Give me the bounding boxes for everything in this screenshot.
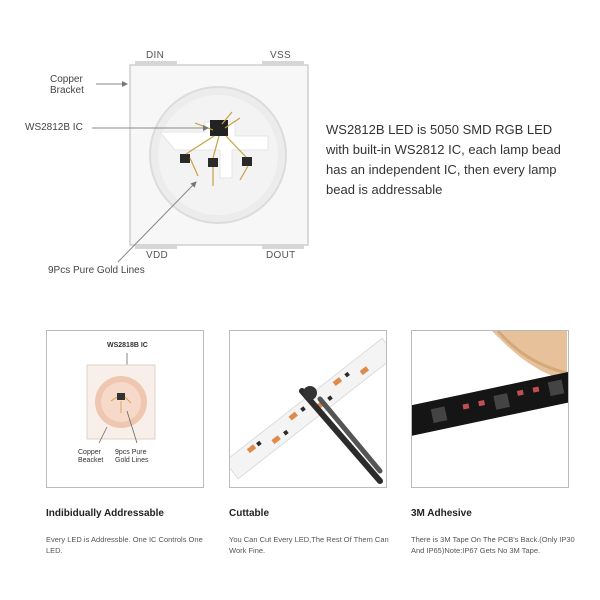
led-description: WS2812B LED is 5050 SMD RGB LED with built-in WS2812 IC, each lamp bead has an independent IC, then every lamp bead is addressable (326, 122, 561, 197)
led-lens-inner (158, 95, 278, 215)
scissors-icon (302, 386, 380, 481)
led-die-green (208, 158, 218, 167)
pin-label-vss: VSS (270, 50, 291, 61)
cut-strip-illustration (230, 331, 386, 487)
card-1-title: Indibidually Addressable (46, 508, 164, 519)
card-1-ic-label: WS2818B IC (107, 342, 148, 349)
callout-copper-bracket: Copper Bracket (50, 74, 84, 96)
pin-din-tab (135, 61, 177, 66)
callout-ic: WS2812B IC (25, 122, 83, 133)
card-2-image (229, 330, 387, 488)
card-1-copper-label: Copper Beacket (78, 449, 104, 464)
card-2-text: You Can Cut Every LED,The Rest Of Them Can Work Fine. (229, 535, 389, 555)
led-die-red (180, 154, 190, 163)
pin-label-din: DIN (146, 50, 165, 61)
card-1-image (46, 330, 204, 488)
pin-vdd-tab (135, 244, 177, 249)
pin-label-dout: DOUT (266, 250, 296, 261)
black-strip (412, 370, 568, 437)
card-2-title: Cuttable (229, 508, 269, 519)
pin-label-vdd: VDD (146, 250, 169, 261)
pin-dout-tab (262, 244, 304, 249)
card-1-text: Every LED is Addressble. One IC Controls One LED. (46, 535, 203, 555)
mini-ic-die (117, 393, 125, 400)
pin-vss-tab (262, 61, 304, 66)
adhesive-strip-illustration (412, 331, 568, 487)
led-die-blue (242, 157, 252, 166)
callout-gold-lines: 9Pcs Pure Gold Lines (48, 265, 145, 276)
card-1-gold-label: 9pcs Pure Gold Lines (115, 449, 149, 464)
card-3-image (411, 330, 569, 488)
card-3-text: There is 3M Tape On The PCB's Back.(Only IP30 And IP65)Note:IP67 Gets No 3M Tape. (411, 535, 575, 555)
card-3-title: 3M Adhesive (411, 508, 472, 519)
